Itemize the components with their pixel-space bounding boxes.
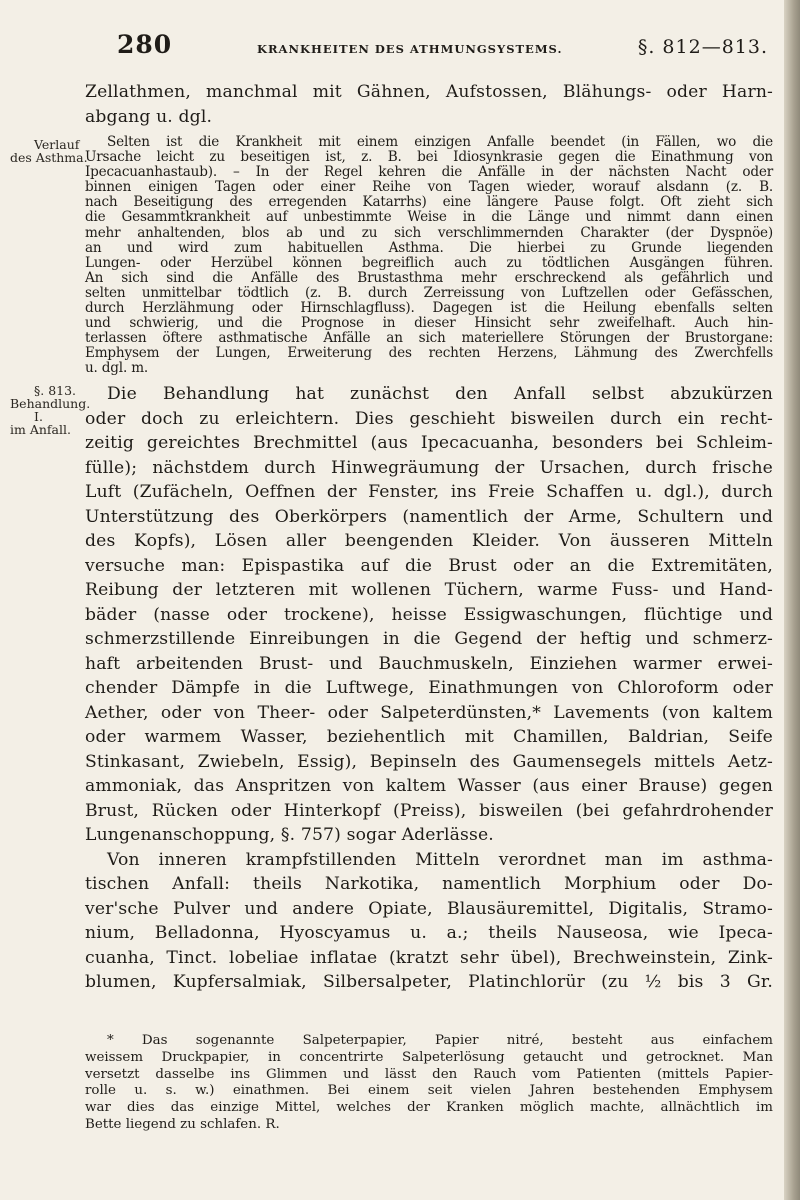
margin-note-line: im Anfall. [10,422,71,437]
text-line: Selten ist die Krankheit mit einem einzigen Anfalle beendet (in Fällen, wo die [107,134,773,150]
text-line: die Gesammtkrankheit auf unbestimmte Weise in die Länge und nimmt dann einen [85,209,773,226]
text-line: Stinkasant, Zwiebeln, Essig), Bepinseln des Gaumensegels mittels Aetz- [85,751,773,772]
margin-note-line: I. [34,409,43,424]
text-line: versuche man: Epispastika auf die Brust oder an die Extremitäten, [85,555,773,576]
text-line: u. dgl. m. [85,360,149,377]
text-line: schmerzstillende Einreibungen in die Gegend der heftig und schmerz- [85,629,773,649]
text-line: terlassen öftere asthmatische Anfälle an sich materiellere Störungen der Brustorgane: [85,330,773,347]
text-line: Emphysem der Lungen, Erweiterung des rechten Herzens, Lähmung des Zwerchfells [85,345,773,362]
text-line: nium, Belladonna, Hyoscyamus u. a.; theils Nauseosa, wie Ipeca- [85,923,773,943]
text-line: bäder (nasse oder trockene), heisse Essigwaschungen, flüchtige und [85,604,773,625]
text-line: oder warmem Wasser, beziehentlich mit Chamillen, Baldrian, Seife [85,727,773,747]
text-line: durch Herzlähmung oder Hirnschlagfluss). Dagegen ist die Heilung ebenfalls selten [85,300,773,317]
footnote-line: war dies das einzige Mittel, welches der Kranken möglich machte, allnächtlich im [85,1100,773,1116]
page-number: 280 [117,30,173,59]
text-line: mehr anhaltenden, blos ab und zu sich verschlimmernden Charakter (der Dyspnöe) [85,224,773,241]
footnote-line: * Das sogenannte Salpeterpapier, Papier nitré, besteht aus einfachem [107,1033,773,1048]
text-line: und schwierig, und die Prognose in dieser Hinsicht sehr zweifelhaft. Auch hin- [85,315,773,332]
running-title: KRANKHEITEN DES ATHMUNGSYSTEMS. [257,42,563,56]
text-line: chender Dämpfe in die Luftwege, Einathmungen von Chloroform oder [85,678,773,698]
text-line: tischen Anfall: theils Narkotika, namentlich Morphium oder Do- [85,874,773,894]
text-line: ammoniak, das Anspritzen von kaltem Wasser (aus einer Brause) gegen [85,776,773,796]
text-line: ver'sche Pulver und andere Opiate, Blausäuremittel, Digitalis, Stramo- [85,898,773,919]
text-line: selten unmittelbar tödtlich (z. B. durch Zerreissung von Luftzellen oder Gefässchen, [85,284,773,301]
footnote-line: weissem Druckpapier, in concentrirte Salpeterlösung getaucht und getrocknet. Man [85,1049,773,1065]
footnote-line: versetzt dasselbe ins Glimmen und lässt den Rauch vom Patienten (mittels Papier- [85,1066,773,1082]
text-line: An sich sind die Anfälle des Brustasthma mehr erschreckend als gefährlich und [85,269,773,286]
margin-note-line: Verlauf [34,137,80,152]
margin-note-behandlung [10,384,90,436]
text-line: abgang u. dgl. [85,106,213,127]
text-line: cuanha, Tinct. lobeliae inflatae (kratzt sehr übel), Brechweinstein, Zink- [85,947,773,968]
text-line: fülle); nächstdem durch Hinwegräumung der Ursachen, durch frische [85,457,773,478]
verlauf-paragraph [85,135,773,377]
text-line: Brust, Rücken oder Hinterkopf (Preiss), bisweilen (bei gefahrdrohender [85,800,773,821]
footnote-line: rolle u. s. w.) einathmen. Bei einem seit vielen Jahren bestehenden Emphysem [85,1083,773,1099]
text-line: Lungen- oder Herzübel können begreiflich auch zu tödtlichen Ausgängen führen. [85,254,773,271]
margin-note-line: §. 813. [34,383,77,398]
footnote [85,1033,773,1134]
text-line: Lungenanschoppung, §. 757) sogar Aderlässe. [85,825,494,845]
text-line: Zellathmen, manchmal mit Gähnen, Aufstossen, Blähungs- oder Harn- [85,82,773,102]
text-line: oder doch zu erleichtern. Dies geschieht bisweilen durch ein recht- [85,408,773,429]
intro-paragraph [85,80,773,129]
text-line: Die Behandlung hat zunächst den Anfall selbst abzukürzen [107,384,773,404]
margin-note-line: Behandlung. [10,396,91,411]
text-line: haft arbeitenden Brust- und Bauchmuskeln, Einziehen warmer erwei- [85,653,773,674]
text-line: binnen einigen Tagen oder einer Reihe von Tagen wieder, worauf alsdann (z. B. [85,179,773,196]
section-reference: §. 812—813. [637,36,768,58]
text-line: Ursache leicht zu beseitigen ist, z. B. bei Idiosynkrasie gegen die Einathmung von [85,149,773,166]
text-line: Unterstützung des Oberkörpers (namentlich der Arme, Schultern und [85,506,773,527]
text-line: Aether, oder von Theer- oder Salpeterdünsten,* Lavements (von kaltem [85,702,773,723]
text-line: blumen, Kupfersalmiak, Silbersalpeter, Platinchlorür (zu ½ bis 3 Gr. [85,972,773,992]
text-line: zeitig gereichtes Brechmittel (aus Ipecacuanha, besonders bei Schleim- [85,433,773,453]
text-line: Luft (Zufächeln, Oeffnen der Fenster, ins Freie Schaffen u. dgl.), durch [85,482,773,502]
text-line: Von inneren krampfstillenden Mitteln verordnet man im asthma- [107,849,773,870]
footnote-line: Bette liegend zu schlafen. R. [85,1116,280,1132]
text-line: Ipecacuanhastaub). – In der Regel kehren die Anfälle in der nächsten Nacht oder [85,164,773,181]
margin-note-verlauf [10,138,88,164]
behandlung-section [85,382,773,995]
text-line: an und wird zum habituellen Asthma. Die hierbei zu Grunde liegenden [85,239,773,256]
margin-note-line: des Asthma. [10,150,88,165]
page-edge-shadow [784,0,800,1200]
text-line: des Kopfs), Lösen aller beengenden Kleider. Von äusseren Mitteln [85,531,773,551]
text-line: nach Beseitigung des erregenden Katarrhs) eine längere Pause folgt. Oft zieht sich [85,194,773,211]
text-line: Reibung der letzteren mit wollenen Tüchern, warme Fuss- und Hand- [85,580,773,600]
page-header [40,30,768,70]
